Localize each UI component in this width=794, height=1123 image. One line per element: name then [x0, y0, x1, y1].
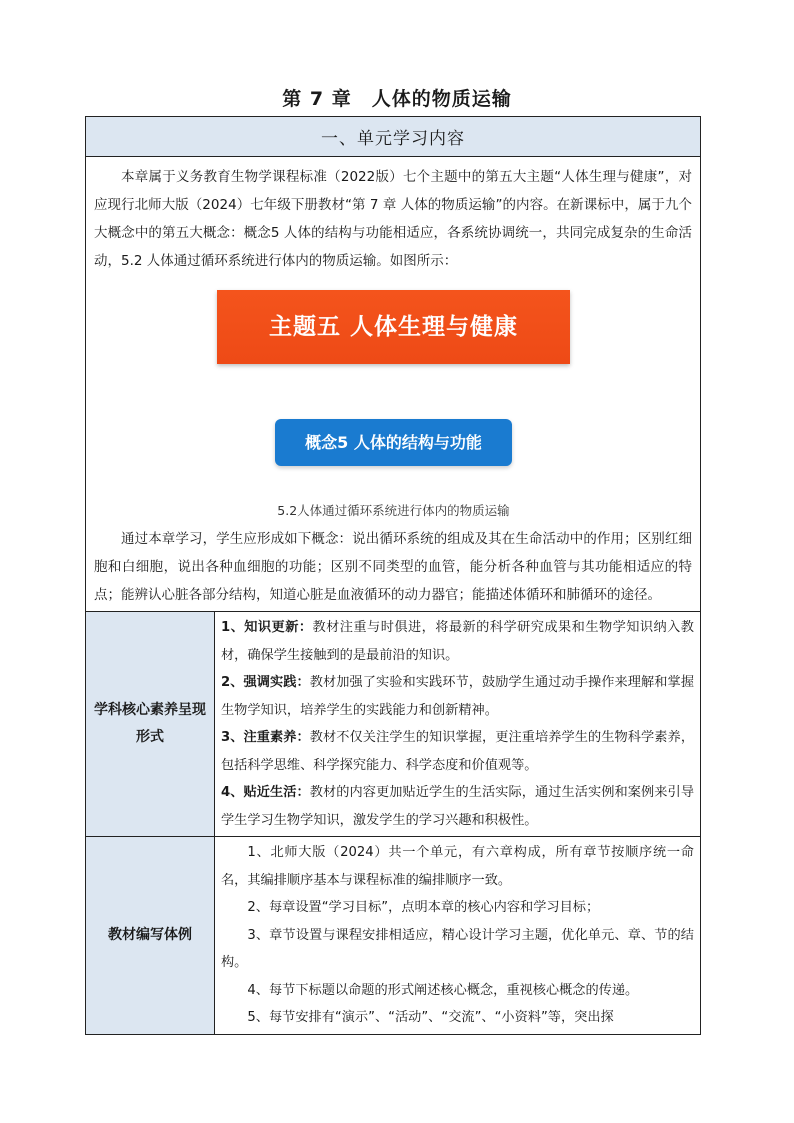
list-item: 3、章节设置与课程安排相适应，精心设计学习主题，优化单元、章、节的结构。: [221, 927, 694, 970]
list-item: 4、贴近生活：教材的内容更加贴近学生的生活实际，通过生活实例和案例来引导学生学习生物学知识，激发学生的学习兴趣和积极性。: [221, 785, 695, 828]
list-item: 2、每章设置“学习目标”，点明本章的核心内容和学习目标；: [247, 900, 600, 915]
unit-table: [85, 116, 701, 1035]
list-item: 1、北师大版（2024）共一个单元，有六章构成，所有章节按顺序统一命名，其编排顺序基本与课程标准的编排顺序一致。: [221, 845, 694, 888]
textbook-style-label: 教材编写体例: [86, 837, 215, 1035]
section-header: 一、单元学习内容: [86, 117, 701, 157]
concept-diagram: [94, 275, 692, 525]
intro-paragraph: 本章属于义务教育生物学课程标准（2022版）七个主题中的第五大主题“人体生理与健康”，对应现行北师大版（2024）七年级下册教材“第 7 章 人体的物质运输”的内容。在新课标中，属于九个大概念中的第五大概念：概念5 人体的结构与功能相适应，各系统协调统一，共同完成复杂的生命活动，5.2 人体通过循环系统进行体内的物质运输。如图所示：: [94, 169, 692, 269]
list-item: 5、每节安排有“演示”、“活动”、“交流”、“小资料”等，突出探: [247, 1010, 614, 1025]
list-item: 1、知识更新：教材注重与时俱进，将最新的科学研究成果和生物学知识纳入教材，确保学生接触到的是最前沿的知识。: [221, 620, 694, 663]
outro-paragraph: 通过本章学习，学生应形成如下概念：说出循环系统的组成及其在生命活动中的作用；区别红细胞和白细胞，说出各种血细胞的功能；区别不同类型的血管，能分析各种血管与其功能相适应的特点；能辨认心脏各部分结构，知道心脏是血液循环的动力器官；能描述体循环和肺循环的途径。: [94, 531, 692, 603]
core-literacy-content: [215, 612, 701, 837]
page-title: 第 7 章 人体的物质运输: [282, 88, 512, 110]
concept-subtitle: 5.2人体通过循环系统进行体内的物质运输: [277, 503, 510, 518]
intro-cell: [86, 157, 701, 612]
core-literacy-label: 学科核心素养呈现形式: [86, 612, 215, 837]
concept-box: 概念5 人体的结构与功能: [275, 419, 512, 466]
list-item: 4、每节下标题以命题的形式阐述核心概念，重视核心概念的传递。: [247, 982, 639, 998]
textbook-style-content: [215, 837, 701, 1035]
list-item: 3、注重素养：教材不仅关注学生的知识掌握，更注重培养学生的生物科学素养，包括科学思维、科学探究能力、科学态度和价值观等。: [221, 730, 695, 773]
theme-box: 主题五 人体生理与健康: [217, 290, 570, 364]
list-item: 2、强调实践：教材加强了实验和实践环节，鼓励学生通过动手操作来理解和掌握生物学知识，培养学生的实践能力和创新精神。: [221, 675, 695, 718]
